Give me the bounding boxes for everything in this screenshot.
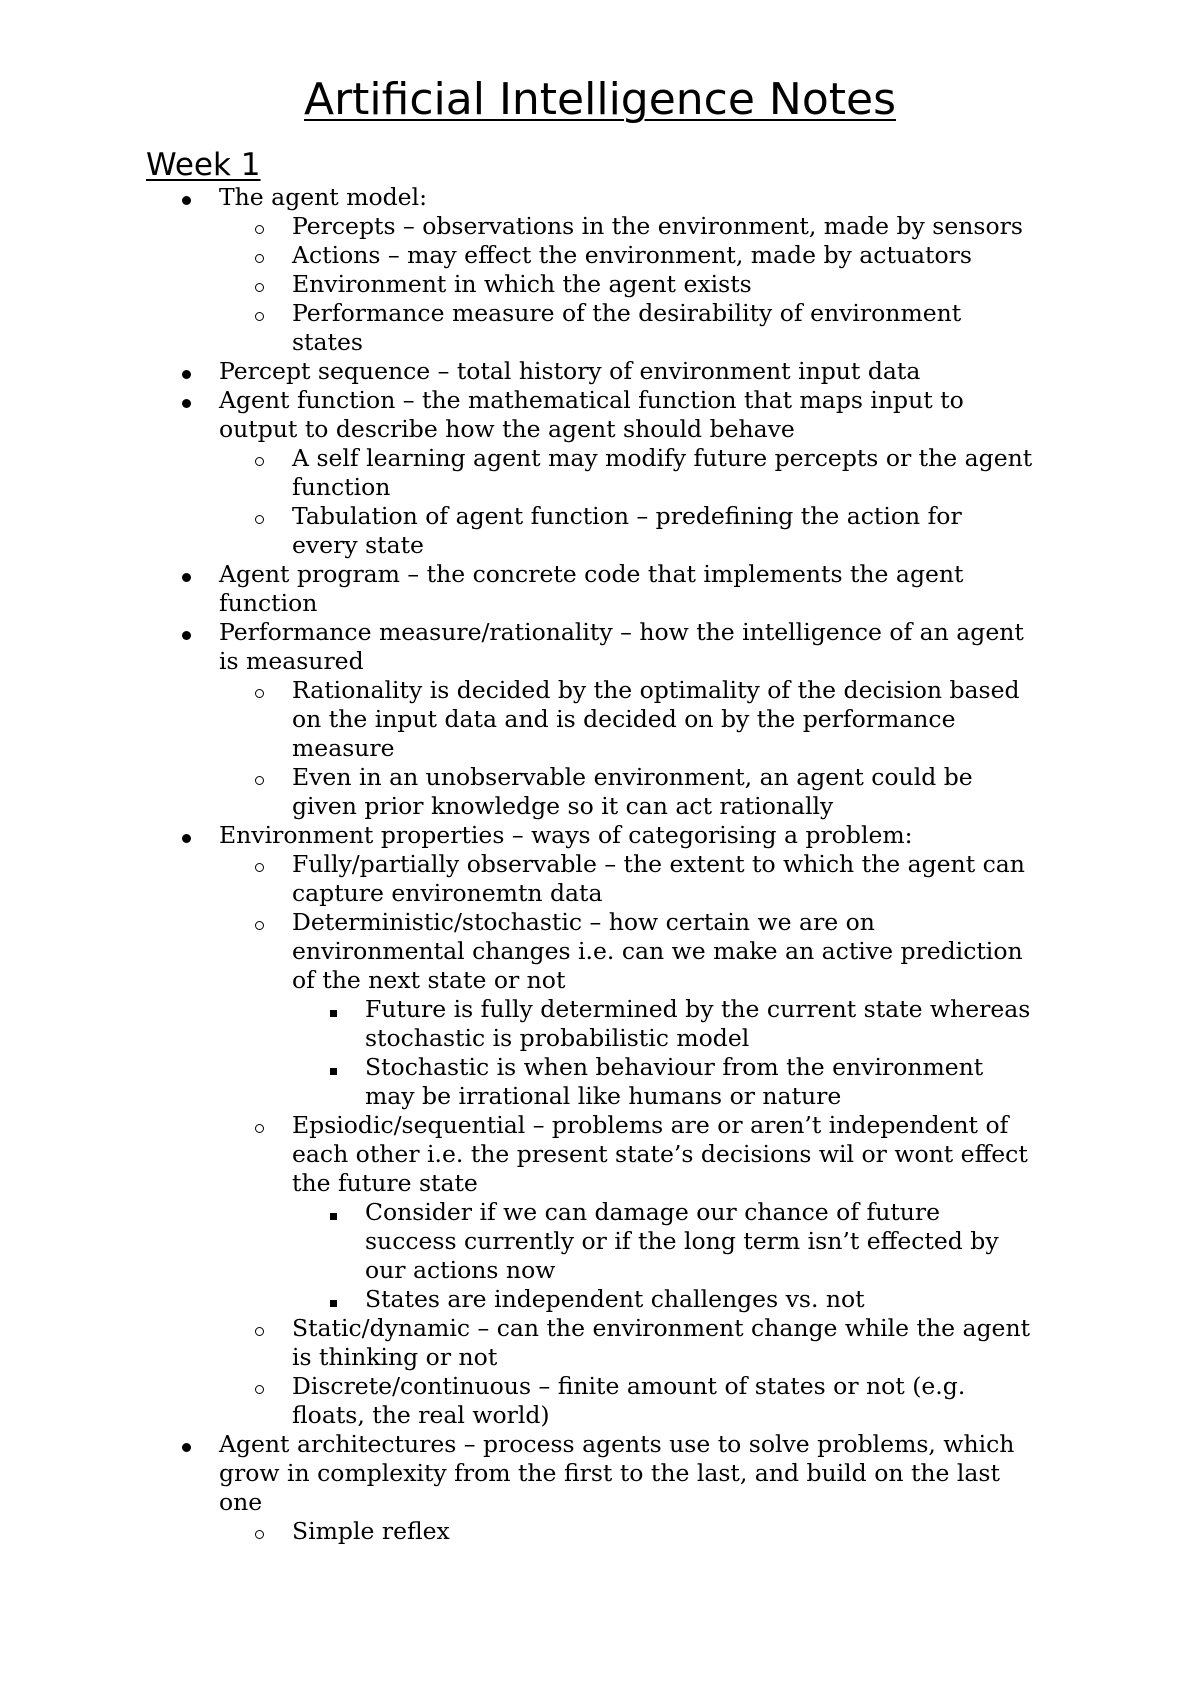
bullet-circle-icon (255, 312, 264, 321)
list-item-text-line: Performance measure of the desirability of environment (292, 299, 962, 327)
list-item-text-line: Consider if we can damage our chance of future (365, 1198, 941, 1226)
list-item-text-line: Rationality is decided by the optimality of the decision based (292, 676, 1020, 704)
list-item (0, 560, 1200, 618)
list-item (0, 1517, 1200, 1546)
notes-list (0, 183, 1200, 1546)
list-item-text-line: every state (292, 531, 424, 559)
list-item (0, 1285, 1200, 1314)
bullet-circle-icon (255, 689, 264, 698)
bullet-circle-icon (255, 776, 264, 785)
document-title: Artificial Intelligence Notes (303, 74, 897, 125)
list-item (0, 1111, 1200, 1198)
list-item-text-line: function (292, 473, 391, 501)
list-item-text-line: Static/dynamic – can the environment change while the agent (292, 1314, 1031, 1342)
bullet-circle-icon (255, 863, 264, 872)
list-item (0, 1053, 1200, 1111)
list-item-text-line: Percept sequence – total history of environment input data (219, 357, 921, 385)
bullet-square-icon (330, 1213, 337, 1220)
list-item-text-line: Environment in which the agent exists (292, 270, 752, 298)
bullet-circle-icon (255, 254, 264, 263)
list-item-text-line: output to describe how the agent should behave (219, 415, 795, 443)
list-item-text-line: given prior knowledge so it can act rationally (292, 792, 834, 820)
list-item-text-line: Even in an unobservable environment, an agent could be (292, 763, 973, 791)
bullet-circle-icon (255, 1530, 264, 1539)
list-item-text-line: Actions – may effect the environment, made by actuators (292, 241, 972, 269)
list-item-text-line: of the next state or not (292, 966, 566, 994)
list-item (0, 1430, 1200, 1517)
list-item-text-line: our actions now (365, 1256, 556, 1284)
bullet-square-icon (330, 1300, 337, 1307)
list-item-text-line: states (292, 328, 363, 356)
bullet-circle-icon (255, 515, 264, 524)
list-item (0, 618, 1200, 676)
list-item-text-line: is measured (219, 647, 364, 675)
bullet-circle-icon (255, 225, 264, 234)
list-item (0, 299, 1200, 357)
bullet-circle-icon (255, 1385, 264, 1394)
list-item (0, 821, 1200, 850)
bullet-dot-icon (182, 370, 191, 379)
list-item-text-line: Simple reflex (292, 1517, 450, 1545)
list-item-text-line: Fully/partially observable – the extent to which the agent can (292, 850, 1025, 878)
list-item (0, 241, 1200, 270)
list-item-text-line: environmental changes i.e. can we make an active prediction (292, 937, 1023, 965)
bullet-square-icon (330, 1068, 337, 1075)
list-item-text-line: Discrete/continuous – finite amount of states or not (e.g. (292, 1372, 966, 1400)
list-item-text-line: function (219, 589, 318, 617)
bullet-circle-icon (255, 283, 264, 292)
list-item-text-line: Tabulation of agent function – predefining the action for (292, 502, 962, 530)
section-heading: Week 1 (146, 147, 261, 183)
list-item (0, 908, 1200, 995)
list-item-text-line: Epsiodic/sequential – problems are or aren’t independent of (292, 1111, 1009, 1139)
list-item-text-line: Agent function – the mathematical function that maps input to (219, 386, 964, 414)
list-item-text-line: grow in complexity from the first to the last, and build on the last (219, 1459, 1000, 1487)
list-item-text-line: Stochastic is when behaviour from the environment (365, 1053, 984, 1081)
list-item (0, 357, 1200, 386)
list-item (0, 444, 1200, 502)
list-item (0, 270, 1200, 299)
bullet-dot-icon (182, 1443, 191, 1452)
list-item (0, 1372, 1200, 1430)
list-item-text-line: may be irrational like humans or nature (365, 1082, 842, 1110)
list-item (0, 212, 1200, 241)
list-item-text-line: the future state (292, 1169, 478, 1197)
list-item-text-line: measure (292, 734, 395, 762)
list-item-text-line: Deterministic/stochastic – how certain we are on (292, 908, 875, 936)
list-item-text-line: Environment properties – ways of categorising a problem: (219, 821, 913, 849)
list-item-text-line: capture environemtn data (292, 879, 603, 907)
list-item (0, 386, 1200, 444)
list-item-text-line: stochastic is probabilistic model (365, 1024, 750, 1052)
bullet-circle-icon (255, 921, 264, 930)
list-item-text-line: each other i.e. the present state’s decisions wil or wont effect (292, 1140, 1028, 1168)
bullet-circle-icon (255, 1327, 264, 1336)
list-item-text-line: States are independent challenges vs. not (365, 1285, 865, 1313)
bullet-circle-icon (255, 1124, 264, 1133)
list-item-text-line: Agent program – the concrete code that implements the agent (219, 560, 964, 588)
list-item-text-line: Performance measure/rationality – how the intelligence of an agent (219, 618, 1024, 646)
list-item-text-line: is thinking or not (292, 1343, 498, 1371)
list-item (0, 183, 1200, 212)
list-item (0, 502, 1200, 560)
bullet-dot-icon (182, 196, 191, 205)
list-item-text-line: Agent architectures – process agents use to solve problems, which (219, 1430, 1015, 1458)
list-item-text-line: floats, the real world) (292, 1401, 550, 1429)
list-item (0, 850, 1200, 908)
list-item-text-line: The agent model: (219, 183, 428, 211)
list-item (0, 676, 1200, 763)
bullet-circle-icon (255, 457, 264, 466)
list-item-text-line: Percepts – observations in the environment, made by sensors (292, 212, 1023, 240)
bullet-dot-icon (182, 573, 191, 582)
bullet-dot-icon (182, 631, 191, 640)
list-item-text-line: one (219, 1488, 263, 1516)
bullet-dot-icon (182, 834, 191, 843)
list-item-text-line: success currently or if the long term isn’t effected by (365, 1227, 999, 1255)
list-item-text-line: Future is fully determined by the current state whereas (365, 995, 1031, 1023)
list-item (0, 1314, 1200, 1372)
list-item-text-line: on the input data and is decided on by the performance (292, 705, 956, 733)
list-item-text-line: A self learning agent may modify future percepts or the agent (292, 444, 1033, 472)
bullet-dot-icon (182, 399, 191, 408)
bullet-square-icon (330, 1010, 337, 1017)
list-item (0, 1198, 1200, 1285)
list-item (0, 995, 1200, 1053)
list-item (0, 763, 1200, 821)
